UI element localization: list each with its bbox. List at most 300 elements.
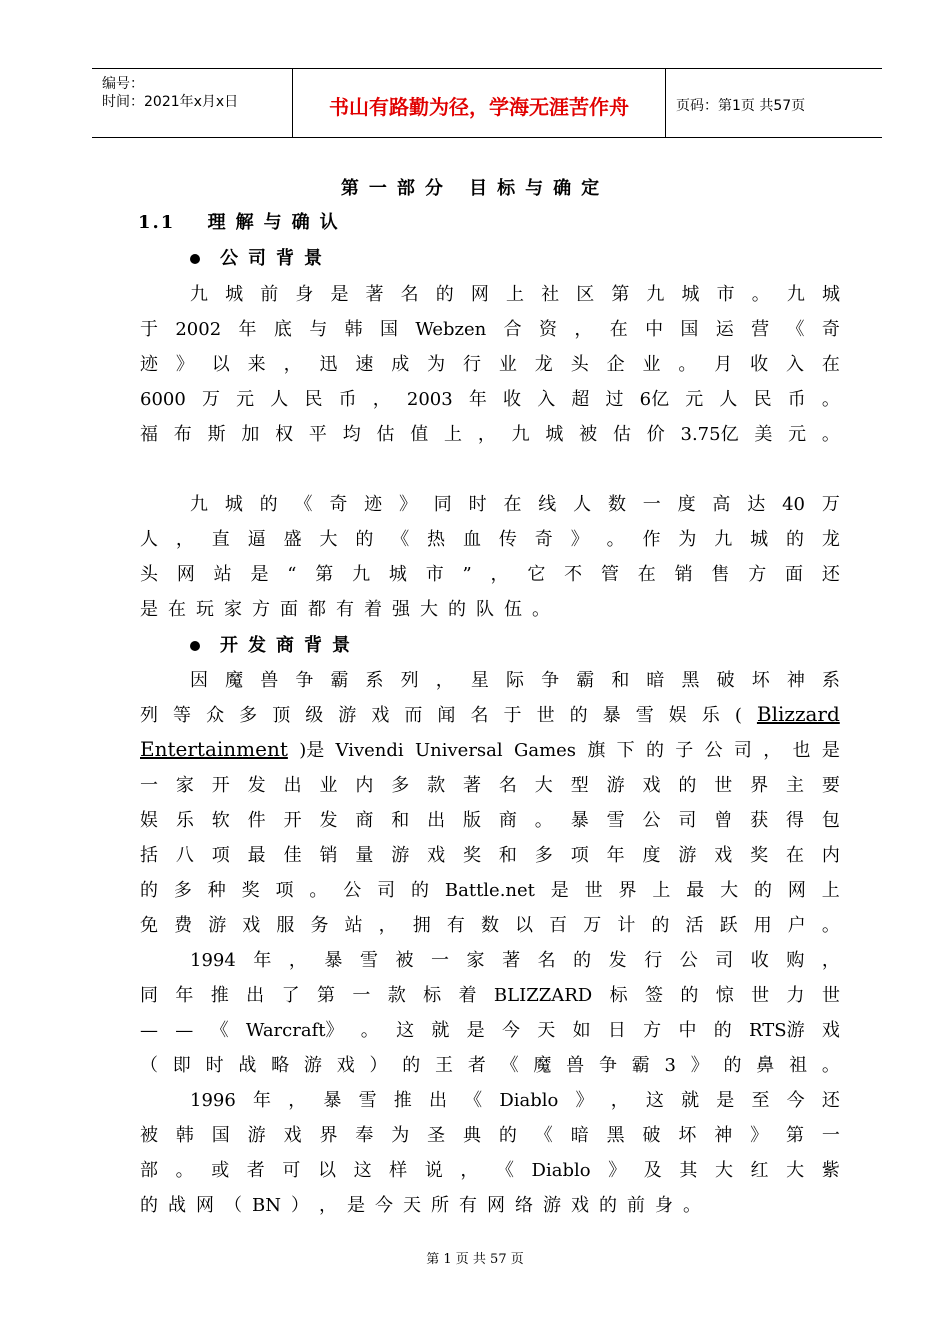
- header-motto-cell: [293, 69, 666, 137]
- text-token: 人: [140, 529, 158, 550]
- text-token: 韩: [175, 1125, 194, 1146]
- text-token: 今: [374, 1195, 393, 1216]
- text-token: 于: [503, 705, 522, 726]
- text-token: 以: [515, 915, 534, 936]
- text-token: 售: [711, 564, 730, 585]
- text-token: 于: [140, 319, 158, 340]
- text-token: 盛: [283, 529, 302, 550]
- text-token: 件: [247, 810, 266, 831]
- text-token: ，: [288, 1090, 307, 1111]
- text-token: 等: [173, 705, 192, 726]
- text-token: 上: [505, 284, 524, 305]
- text-token: 王: [435, 1055, 454, 1076]
- text-token: 它: [527, 564, 546, 585]
- text-line: [140, 911, 840, 937]
- text-token: 在: [503, 494, 522, 515]
- text-token: 也: [792, 740, 811, 761]
- text-token: 》: [175, 354, 194, 375]
- text-token: 今: [501, 1020, 520, 1041]
- text-token: 坏: [678, 1125, 697, 1146]
- text-token: Diablo: [499, 1090, 559, 1111]
- text-token: 开: [283, 810, 302, 831]
- text-token: 紫: [821, 1160, 840, 1181]
- text-token: 至: [751, 1090, 770, 1111]
- text-token: 款: [387, 985, 406, 1006]
- text-token: BLIZZARD: [493, 985, 593, 1006]
- text-token: 城: [821, 284, 840, 305]
- text-token: 网: [787, 880, 806, 901]
- text-token: 第: [315, 564, 334, 585]
- text-token: 的: [448, 599, 466, 620]
- document-time-label: 时间：2021年x月x日: [102, 94, 239, 110]
- text-token: 样: [389, 1160, 408, 1181]
- text-token: 网: [486, 1195, 505, 1216]
- text-token: 游: [542, 1195, 561, 1216]
- text-line: [140, 771, 840, 797]
- text-token: 奇: [329, 494, 348, 515]
- text-token: 中: [645, 319, 664, 340]
- text-token: 争: [295, 670, 314, 691]
- text-token: 人: [573, 494, 592, 515]
- bullet-heading-label: 开发商背景: [220, 635, 360, 656]
- text-token: 民: [753, 389, 772, 410]
- text-token: 数: [480, 915, 499, 936]
- text-token: 九: [190, 284, 208, 305]
- text-token: Vivendi: [335, 740, 404, 761]
- text-token: 城: [545, 424, 564, 445]
- text-token: 戏: [336, 1055, 355, 1076]
- text-token: 列: [400, 670, 419, 691]
- text-token: 大: [420, 599, 438, 620]
- text-token: 九: [511, 424, 530, 445]
- text-token: 业: [319, 775, 338, 796]
- text-token: 速: [355, 354, 374, 375]
- text-token: 雪: [635, 705, 654, 726]
- text-token: 司: [377, 880, 396, 901]
- text-token: 是: [140, 599, 158, 620]
- text-token: 中: [678, 1020, 697, 1041]
- text-token: 乐: [701, 705, 720, 726]
- text-token: 身: [654, 1195, 673, 1216]
- text-token: 用: [753, 915, 772, 936]
- text-token: 这: [645, 1090, 664, 1111]
- text-token: 上: [652, 880, 671, 901]
- text-token: 款: [427, 775, 446, 796]
- text-token: 》: [690, 1055, 709, 1076]
- text-token: 曾: [714, 810, 733, 831]
- text-token: 雪: [358, 1090, 377, 1111]
- text-token: Universal: [414, 740, 503, 761]
- text-token: 顶: [272, 705, 291, 726]
- text-token: 区: [576, 284, 595, 305]
- text-token: 公: [642, 810, 661, 831]
- text-token: 和: [611, 670, 630, 691]
- text-line: [140, 525, 840, 551]
- text-token: 元: [788, 424, 807, 445]
- text-token: 坏: [751, 670, 770, 691]
- text-token: ，: [288, 950, 307, 971]
- text-token: 九: [786, 284, 805, 305]
- text-token: 其: [679, 1160, 698, 1181]
- text-token: 社: [541, 284, 560, 305]
- text-token: Webzen: [415, 319, 487, 340]
- text-token: 网: [196, 1195, 214, 1216]
- text-token: 括: [140, 845, 158, 866]
- text-token: 年: [175, 985, 194, 1006]
- text-token: 神: [786, 670, 805, 691]
- text-token: 营: [751, 319, 770, 340]
- text-token: 前: [626, 1195, 645, 1216]
- text-token: 户: [787, 915, 806, 936]
- text-token: 计: [617, 915, 636, 936]
- text-token: 年: [253, 1090, 271, 1111]
- text-token: 。: [821, 389, 840, 410]
- text-token: 鼻: [756, 1055, 775, 1076]
- text-token: 破: [716, 670, 735, 691]
- text-token: 斯: [207, 424, 226, 445]
- bullet-heading-company: [190, 244, 332, 270]
- text-token: 前: [260, 284, 279, 305]
- text-token: 暴: [324, 950, 343, 971]
- text-token: 世: [821, 985, 840, 1006]
- text-token: 业: [642, 354, 661, 375]
- text-token: 民: [304, 389, 323, 410]
- text-token: 推: [393, 1090, 412, 1111]
- text-token: 公: [704, 740, 723, 761]
- text-token: 大: [786, 1160, 805, 1181]
- text-token: 霸: [631, 1055, 650, 1076]
- text-token: 万: [583, 915, 602, 936]
- text-token: 线: [538, 494, 557, 515]
- text-token: 站: [213, 564, 232, 585]
- text-token: 出: [428, 1090, 447, 1111]
- text-token: 万: [821, 494, 840, 515]
- text-token: 九: [646, 284, 665, 305]
- text-token: 暴: [602, 705, 621, 726]
- text-token: 血: [463, 529, 482, 550]
- text-token: 》: [570, 529, 589, 550]
- text-token: 还: [821, 1090, 840, 1111]
- entertainment-link[interactable]: Entertainment: [140, 737, 288, 761]
- text-token: 魔: [533, 1055, 552, 1076]
- text-token: 《: [495, 1160, 514, 1181]
- text-token: 2002: [175, 319, 222, 340]
- text-token: 列: [140, 705, 158, 726]
- text-token: 百: [549, 915, 568, 936]
- text-token: ）: [290, 1195, 309, 1216]
- text-token: 九: [714, 529, 733, 550]
- text-token: 。: [534, 810, 553, 831]
- text-token: 获: [750, 810, 769, 831]
- text-token: 戏: [570, 1195, 589, 1216]
- text-token: 第: [316, 985, 335, 1006]
- text-token: 是: [550, 880, 569, 901]
- text-token: 人: [719, 389, 738, 410]
- text-token: （: [140, 1055, 158, 1076]
- text-token: 暴: [570, 810, 589, 831]
- text-token: 。: [751, 284, 770, 305]
- text-token: 迹: [140, 354, 158, 375]
- text-token: 和: [498, 845, 517, 866]
- text-token: 的: [140, 1195, 158, 1216]
- text-token: 年: [468, 389, 487, 410]
- text-token: 《: [210, 1020, 229, 1041]
- text-token: 。: [821, 1055, 840, 1076]
- section-number: 1.1: [138, 212, 176, 233]
- text-token: 资: [538, 319, 557, 340]
- text-line: [140, 841, 840, 867]
- text-token: ，: [574, 319, 593, 340]
- text-token: 雪: [359, 950, 378, 971]
- text-token: 过: [605, 389, 624, 410]
- text-token: 国: [211, 1125, 230, 1146]
- text-token: 奉: [355, 1125, 374, 1146]
- text-token: 得: [786, 810, 805, 831]
- text-token: （: [224, 1195, 242, 1216]
- text-token: 开: [211, 775, 230, 796]
- text-token: 魔: [225, 670, 244, 691]
- text-token: 是: [821, 740, 840, 761]
- text-token: 奖: [750, 845, 769, 866]
- text-token: 如: [572, 1020, 591, 1041]
- text-token: 的: [598, 1195, 617, 1216]
- text-token: 软: [211, 810, 230, 831]
- text-token: 络: [514, 1195, 533, 1216]
- text-token: 行: [644, 950, 663, 971]
- text-token: 公: [679, 950, 698, 971]
- text-token: (: [734, 705, 742, 726]
- text-token: 戏: [242, 915, 261, 936]
- text-token: 戏: [821, 1020, 840, 1041]
- text-token: 《: [294, 494, 313, 515]
- text-token: 而: [404, 705, 423, 726]
- text-token: 年: [253, 950, 272, 971]
- text-token: 红: [750, 1160, 769, 1181]
- text-token: 。: [360, 1020, 379, 1041]
- text-token: 2003: [406, 389, 453, 410]
- text-token: 争: [598, 1055, 617, 1076]
- text-token: 直: [211, 529, 230, 550]
- text-token: 戏: [371, 705, 390, 726]
- text-token: 商: [355, 810, 374, 831]
- text-token: 销: [674, 564, 693, 585]
- text-token: 名: [498, 775, 517, 796]
- text-token: 最: [247, 845, 266, 866]
- text-token: 3.75亿: [680, 424, 739, 445]
- text-token: 1996: [190, 1090, 236, 1111]
- text-token: 迹: [364, 494, 383, 515]
- text-token: 破: [642, 1125, 661, 1146]
- text-token: 在: [821, 354, 840, 375]
- text-token: 还: [821, 564, 840, 585]
- text-token: 发: [247, 775, 266, 796]
- text-token: 在: [637, 564, 656, 585]
- text-token: 戏: [427, 845, 446, 866]
- text-token: 力: [786, 985, 805, 1006]
- text-token: 被: [140, 1125, 158, 1146]
- text-token: 的: [678, 775, 697, 796]
- text-token: 游: [303, 1055, 322, 1076]
- text-token: 度: [677, 494, 696, 515]
- text-token: 逼: [247, 529, 266, 550]
- text-token: ，: [283, 354, 302, 375]
- text-token: 是: [330, 284, 349, 305]
- text-token: 祖: [789, 1055, 808, 1076]
- text-token: 国: [379, 319, 398, 340]
- text-token: ，: [378, 915, 397, 936]
- text-token: 或: [211, 1160, 230, 1181]
- text-line: [190, 1086, 840, 1112]
- text-token: 战: [168, 1195, 186, 1216]
- text-token: 雪: [606, 810, 625, 831]
- text-token: 的: [402, 1055, 421, 1076]
- header-motto: 书山有路勤为径，学海无涯苦作舟: [329, 95, 629, 119]
- bullet-dot-icon: [190, 641, 200, 651]
- text-token: 天: [402, 1195, 421, 1216]
- text-token: 是: [466, 1020, 485, 1041]
- text-token: 业: [498, 354, 517, 375]
- text-token: 超: [571, 389, 590, 410]
- text-token: 的: [651, 915, 670, 936]
- text-token: 的: [573, 950, 592, 971]
- text-line: [140, 701, 840, 727]
- text-token: ，: [175, 529, 194, 550]
- text-token: 奖: [463, 845, 482, 866]
- text-token: 为: [678, 529, 697, 550]
- blizzard-link[interactable]: Blizzard: [756, 702, 840, 726]
- text-token: )是: [299, 740, 325, 761]
- text-token: 著: [365, 284, 384, 305]
- text-token: 城: [681, 284, 700, 305]
- text-token: 名: [400, 284, 419, 305]
- text-token: 的: [713, 1020, 732, 1041]
- text-token: 龙: [534, 354, 553, 375]
- text-token: 跃: [719, 915, 738, 936]
- text-token: 达: [747, 494, 766, 515]
- text-token: 多: [391, 775, 410, 796]
- text-token: 币: [787, 389, 806, 410]
- text-token: ）: [369, 1055, 388, 1076]
- text-token: 。: [821, 424, 840, 445]
- text-token: 商: [498, 810, 517, 831]
- text-token: 奖: [241, 880, 260, 901]
- text-token: 乐: [175, 810, 194, 831]
- text-token: 著: [463, 775, 482, 796]
- text-token: 这: [353, 1160, 372, 1181]
- text-token: 。: [678, 354, 697, 375]
- header-page-cell: [666, 69, 882, 137]
- text-token: 高: [712, 494, 731, 515]
- text-token: 日: [607, 1020, 626, 1041]
- text-token: RTS游: [749, 1020, 805, 1041]
- text-line: [140, 806, 840, 832]
- bullet-dot-icon: [190, 254, 200, 264]
- text-token: 都: [308, 599, 326, 620]
- text-token: 奇: [821, 319, 840, 340]
- text-token: 家: [224, 599, 242, 620]
- text-token: 种: [207, 880, 226, 901]
- text-token: 活: [685, 915, 704, 936]
- text-token: 。: [606, 529, 625, 550]
- text-token: 大: [319, 529, 338, 550]
- text-token: 可: [282, 1160, 301, 1181]
- text-token: 时: [468, 494, 487, 515]
- text-token: 世: [584, 880, 603, 901]
- text-token: 权: [275, 424, 294, 445]
- text-token: 游: [208, 915, 227, 936]
- text-token: 多: [239, 705, 258, 726]
- text-token: 头: [140, 564, 158, 585]
- text-token: 收: [503, 389, 522, 410]
- text-token: 出: [283, 775, 302, 796]
- text-token: 伍: [504, 599, 522, 620]
- text-token: 者: [246, 1160, 265, 1181]
- text-line: [140, 1191, 840, 1217]
- text-token: 《: [534, 1125, 553, 1146]
- text-token: 暴: [323, 1090, 342, 1111]
- text-token: 度: [642, 845, 661, 866]
- text-token: 上: [821, 880, 840, 901]
- text-token: 九: [352, 564, 371, 585]
- text-token: 内: [821, 845, 840, 866]
- text-token: 》: [575, 1090, 594, 1111]
- text-token: 》: [398, 494, 417, 515]
- text-token: 大: [534, 775, 553, 796]
- text-token: 被: [395, 950, 414, 971]
- text-token: 第: [786, 1125, 805, 1146]
- text-token: 游: [338, 705, 357, 726]
- text-token: 《: [786, 319, 805, 340]
- text-token: 黑: [606, 1125, 625, 1146]
- text-token: 霸: [576, 670, 595, 691]
- text-line: [140, 1156, 840, 1182]
- text-line: [140, 595, 840, 621]
- text-token: 级: [305, 705, 324, 726]
- bullet-heading-developer: [190, 631, 360, 657]
- text-line: [140, 420, 840, 446]
- text-token: 销: [319, 845, 338, 866]
- text-token: 市: [425, 564, 444, 585]
- text-token: 运: [715, 319, 734, 340]
- text-line: [140, 315, 840, 341]
- text-token: 年: [238, 319, 257, 340]
- text-token: 游: [606, 775, 625, 796]
- text-token: 的: [754, 880, 773, 901]
- text-token: 神: [714, 1125, 733, 1146]
- text-token: 合: [503, 319, 522, 340]
- text-token: 韩: [344, 319, 363, 340]
- text-token: 圣: [427, 1125, 446, 1146]
- text-token: 主: [786, 775, 805, 796]
- text-token: 的: [498, 1125, 517, 1146]
- text-token: 上: [444, 424, 463, 445]
- text-token: 大: [714, 1160, 733, 1181]
- text-token: 戏: [714, 845, 733, 866]
- text-token: ，: [477, 424, 496, 445]
- text-token: 》: [608, 1160, 627, 1181]
- text-token: —: [140, 1020, 158, 1041]
- text-token: 略: [271, 1055, 290, 1076]
- text-token: 的: [435, 284, 454, 305]
- text-token: 战: [238, 1055, 257, 1076]
- text-token: ，: [763, 740, 782, 761]
- text-token: 方: [252, 599, 270, 620]
- text-token: 元: [236, 389, 255, 410]
- text-token: 在: [168, 599, 186, 620]
- text-token: 娱: [140, 810, 158, 831]
- text-token: 公: [343, 880, 362, 901]
- text-token: 旗: [587, 740, 606, 761]
